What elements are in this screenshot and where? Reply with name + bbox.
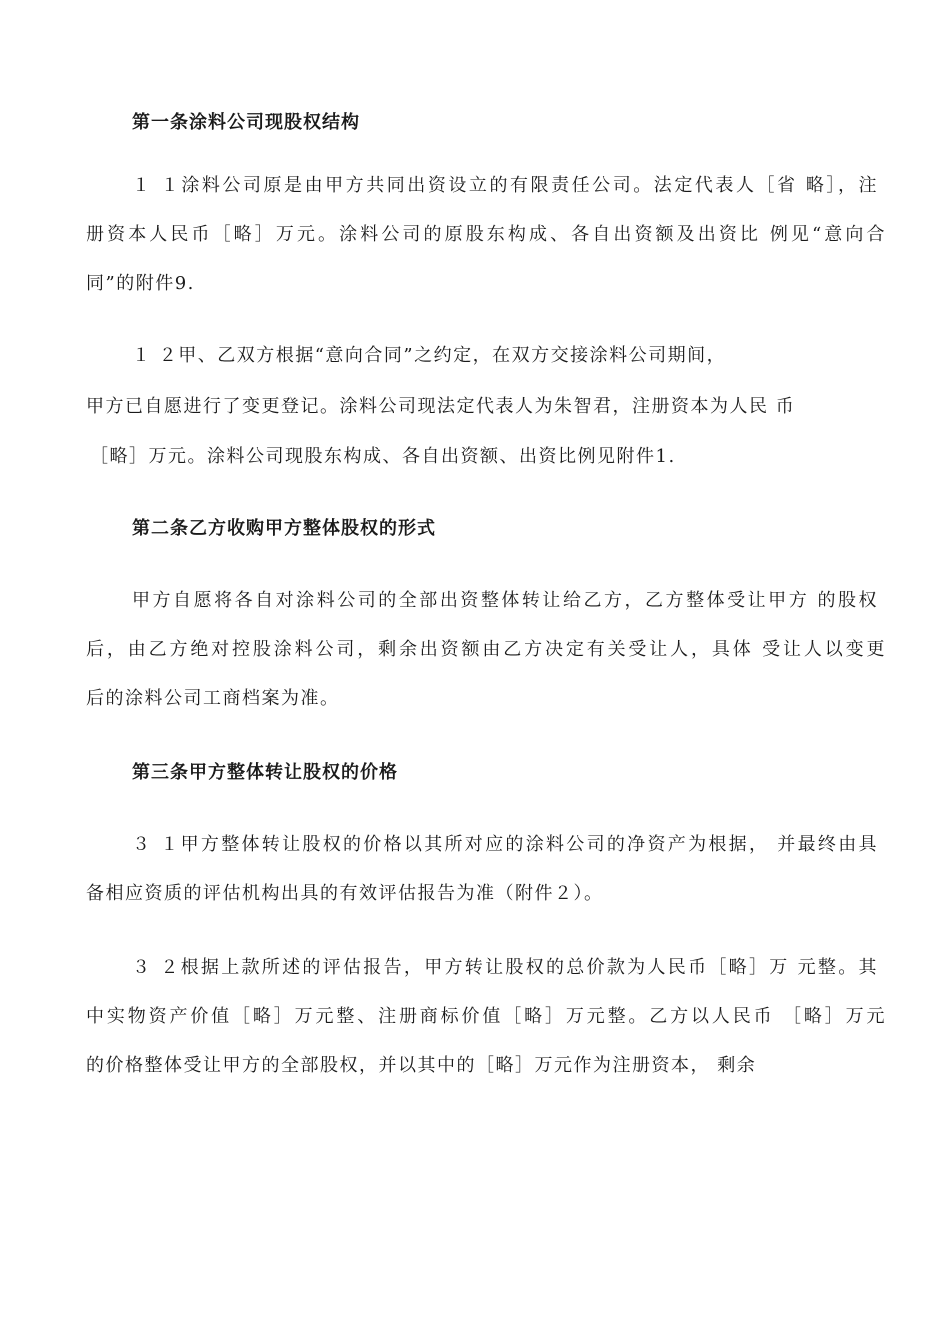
paragraph-line: 甲方已自愿进行了变更登记。涂料公司现法定代表人为朱智君，注册资本为人民 币 bbox=[86, 396, 796, 417]
paragraph-line: ［略］万元。涂料公司现股东构成、各自出资额、出资比例见附件1. bbox=[90, 446, 676, 467]
section-heading-2: 第二条乙方收购甲方整体股权的形式 bbox=[132, 518, 436, 539]
paragraph-line: ３ ２根据上款所述的评估报告，甲方转让股权的总价款为人民币［略］万 元整。其 bbox=[132, 957, 878, 978]
paragraph-line: ３ １甲方整体转让股权的价格以其所对应的涂料公司的净资产为根据， 并最终由具 bbox=[132, 834, 878, 855]
paragraph-line: 册资本人民币［略］万元。涂料公司的原股东构成、各自出资额及出资比 例见“意向合 bbox=[86, 224, 886, 245]
paragraph-line: 同”的附件9. bbox=[86, 273, 195, 294]
paragraph-line: １ １涂料公司原是由甲方共同出资设立的有限责任公司。法定代表人［省 略］，注 bbox=[132, 175, 878, 196]
section-heading-3: 第三条甲方整体转让股权的价格 bbox=[132, 762, 398, 783]
paragraph-line: １ ２甲、乙双方根据“意向合同”之约定，在双方交接涂料公司期间， bbox=[132, 345, 727, 366]
paragraph-line: 后，由乙方绝对控股涂料公司，剩余出资额由乙方决定有关受让人，具体 受让人以变更 bbox=[86, 639, 886, 660]
paragraph-line: 中实物资产价值［略］万元整、注册商标价值［略］万元整。乙方以人民币 ［略］万元 bbox=[86, 1006, 886, 1027]
section-heading-1: 第一条涂料公司现股权结构 bbox=[132, 112, 360, 133]
paragraph-line: 备相应资质的评估机构出具的有效评估报告为准（附件２）。 bbox=[86, 883, 604, 904]
paragraph-line: 的价格整体受让甲方的全部股权，并以其中的［略］万元作为注册资本， 剩余 bbox=[86, 1055, 757, 1076]
paragraph-line: 后的涂料公司工商档案为准。 bbox=[86, 688, 340, 709]
paragraph-line: 甲方自愿将各自对涂料公司的全部出资整体转让给乙方，乙方整体受让甲方 的股权 bbox=[132, 590, 878, 611]
